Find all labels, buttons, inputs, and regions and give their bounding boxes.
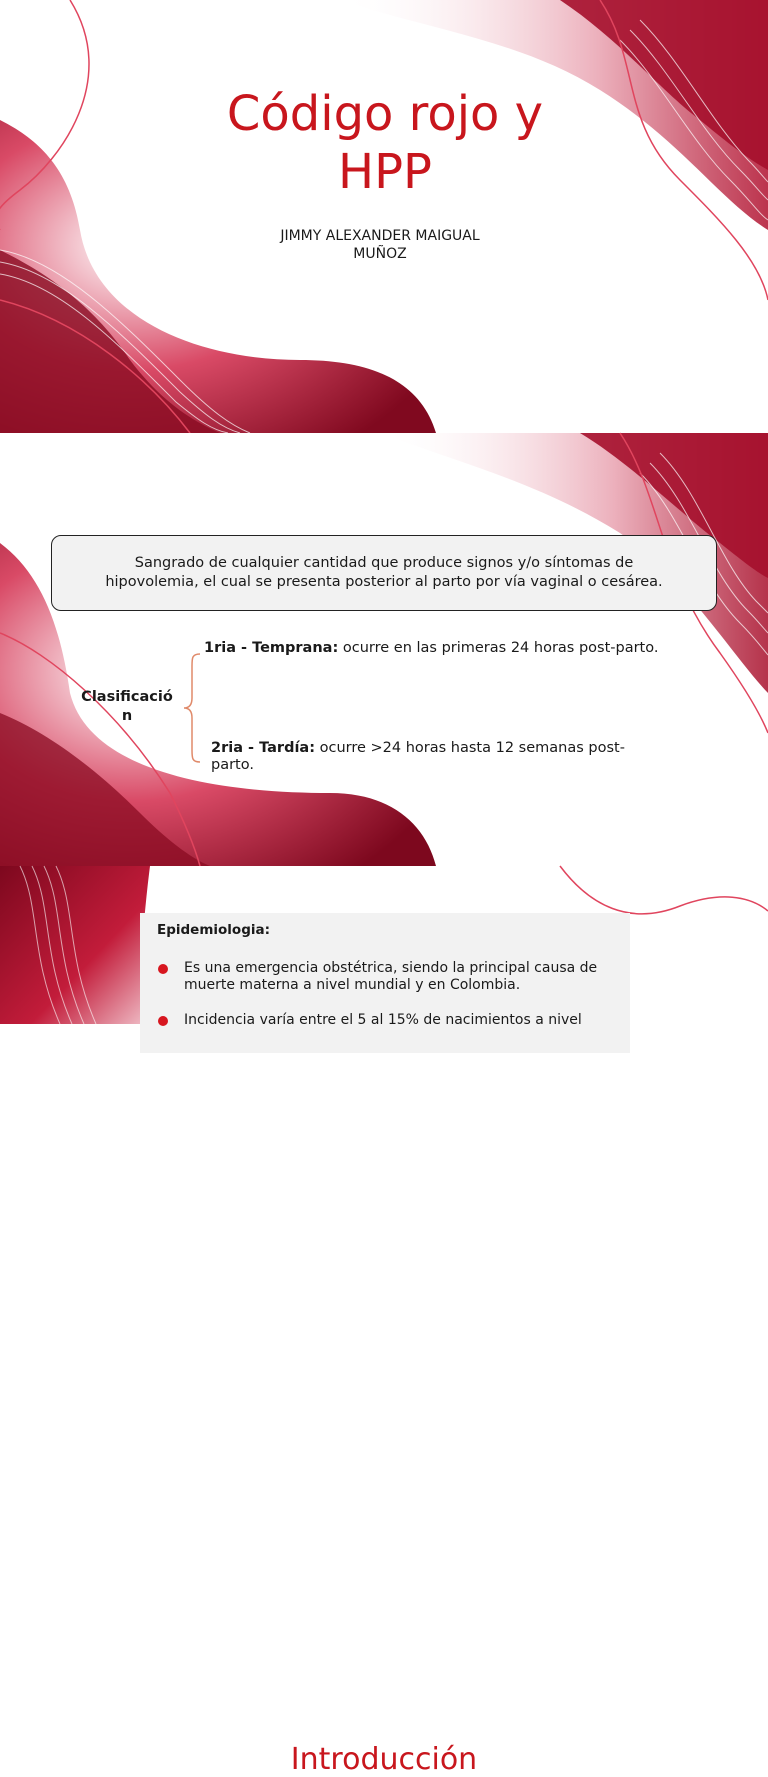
item-term: 1ria - Temprana: (204, 640, 339, 656)
author-line-2: MUÑOZ (353, 246, 407, 262)
title-line-2: HPP (338, 144, 432, 200)
bullet-dot-icon (158, 964, 168, 974)
definition-line-1: Sangrado de cualquier cantidad que produce signos y/o síntomas de (134, 555, 634, 571)
author-name (240, 227, 520, 263)
slide-background-waves (0, 0, 768, 433)
presentation-title (170, 85, 600, 201)
classification-label (68, 688, 186, 726)
classification-item-early (204, 640, 674, 657)
bullet-text: Incidencia varía entre el 5 al 15% de nacimientos a nivel (184, 1012, 582, 1028)
classification-item-late (211, 740, 651, 774)
classification-label-line-1: Clasificació (81, 689, 173, 705)
title-slide (0, 0, 768, 433)
bullet-text: Es una emergencia obstétrica, siendo la principal causa de muerte materna a nivel mundial y en Colombia. (184, 960, 598, 993)
bullet-dot-icon (158, 1016, 168, 1026)
author-line-1: JIMMY ALEXANDER MAIGUAL (280, 228, 480, 244)
definition-line-2: hipovolemia, el cual se presenta posterior al parto por vía vaginal o cesárea. (105, 574, 663, 590)
curly-brace-connector (180, 652, 204, 764)
definition-box (51, 535, 717, 611)
item-text: ocurre >24 horas hasta 12 semanas post-parto. (211, 740, 625, 773)
classification-label-line-2: n (121, 708, 133, 724)
slide-title: Introducción (290, 1742, 478, 1777)
list-item (184, 1012, 624, 1029)
section-heading: Epidemiologia: (157, 922, 271, 938)
list-item (184, 960, 624, 994)
item-text: ocurre en las primeras 24 horas post-parto. (338, 640, 659, 656)
item-term: 2ria - Tardía: (211, 740, 315, 756)
title-line-1: Código rojo y (226, 86, 544, 142)
